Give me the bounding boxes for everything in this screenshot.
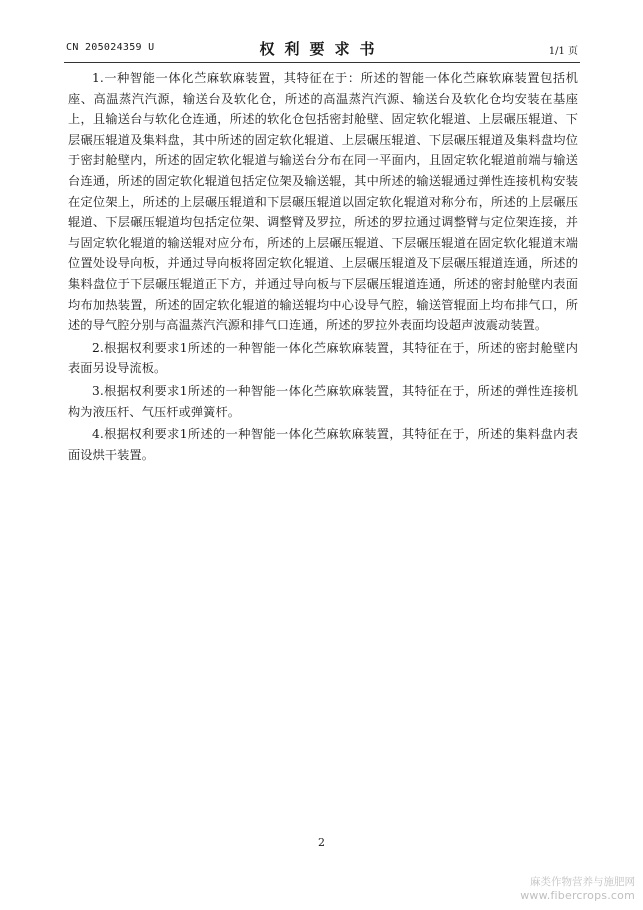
claim-2: 2.根据权利要求1所述的一种智能一体化苎麻软麻装置，其特征在于，所述的密封舱壁内表面另设导流板。 xyxy=(68,340,578,376)
document-title: 权利要求书 xyxy=(259,40,385,58)
page-number: 2 xyxy=(318,836,325,849)
claim-1: 1.一种智能一体化苎麻软麻装置，其特征在于：所述的智能一体化苎麻软麻装置包括机座、高温蒸汽汽源，输送台及软化仓，所述的高温蒸汽汽源、输送台及软化仓均安装在基座上，且输送台与软化仓连通，所述的软化仓包括密封舱壁、固定软化辊道、上层碾压辊道、下层碾压辊道及集料盘，其中所述的固定软化辊道、上层碾压辊道、下层碾压辊道及集料盘均位于密封舱壁内，所述的固定软化辊道与输送台分布在同一平面内，且固定软化辊道前端与输送台连通，所述的固定软化辊道包括定位架及输送辊，其中所述的输送辊通过弹性连接机构安装在定位架上，所述的上层碾压辊道和下层碾压辊道以固定软化辊道对称分布，所述的上层碾压辊道、下层碾压辊道均包括定位架、调整臂及罗拉，所述的罗拉通过调整臂与定位架连接，并与固定软化辊道的输送辊对应分布，所述的上层碾压辊道、下层碾压辊道在固定软化辊道末端位置处设导向板，并通过导向板将固定软化辊道、上层碾压辊道及下层碾压辊道连通，所述的集料盘位于下层碾压辊道正下方，并通过导向板与下层碾压辊道连通，所述的密封舱壁内表面均布加热装置，所述的固定软化辊道的输送辊均中心设导气腔，输送管辊面上均布排气口，所述的导气腔分别与高温蒸汽汽源和排气口连通，所述的罗拉外表面均设超声波震动装置。 xyxy=(68,71,578,333)
watermark-site-name: 麻类作物营养与施肥网 xyxy=(530,876,635,888)
claim-3: 3.根据权利要求1所述的一种智能一体化苎麻软麻装置，其特征在于，所述的弹性连接机构为液压杆、气压杆或弹簧杆。 xyxy=(68,383,578,419)
header-rule xyxy=(64,62,580,63)
watermark-site-url: www.fibercrops.com xyxy=(520,889,635,902)
claim-4: 4.根据权利要求1所述的一种智能一体化苎麻软麻装置，其特征在于，所述的集料盘内表面设烘干装置。 xyxy=(68,427,578,462)
publication-number: CN 205024359 U xyxy=(66,42,155,53)
page-header xyxy=(66,38,578,60)
claims-body xyxy=(68,68,578,467)
site-watermark xyxy=(495,876,635,902)
page-info: 1/1 页 xyxy=(548,46,578,57)
